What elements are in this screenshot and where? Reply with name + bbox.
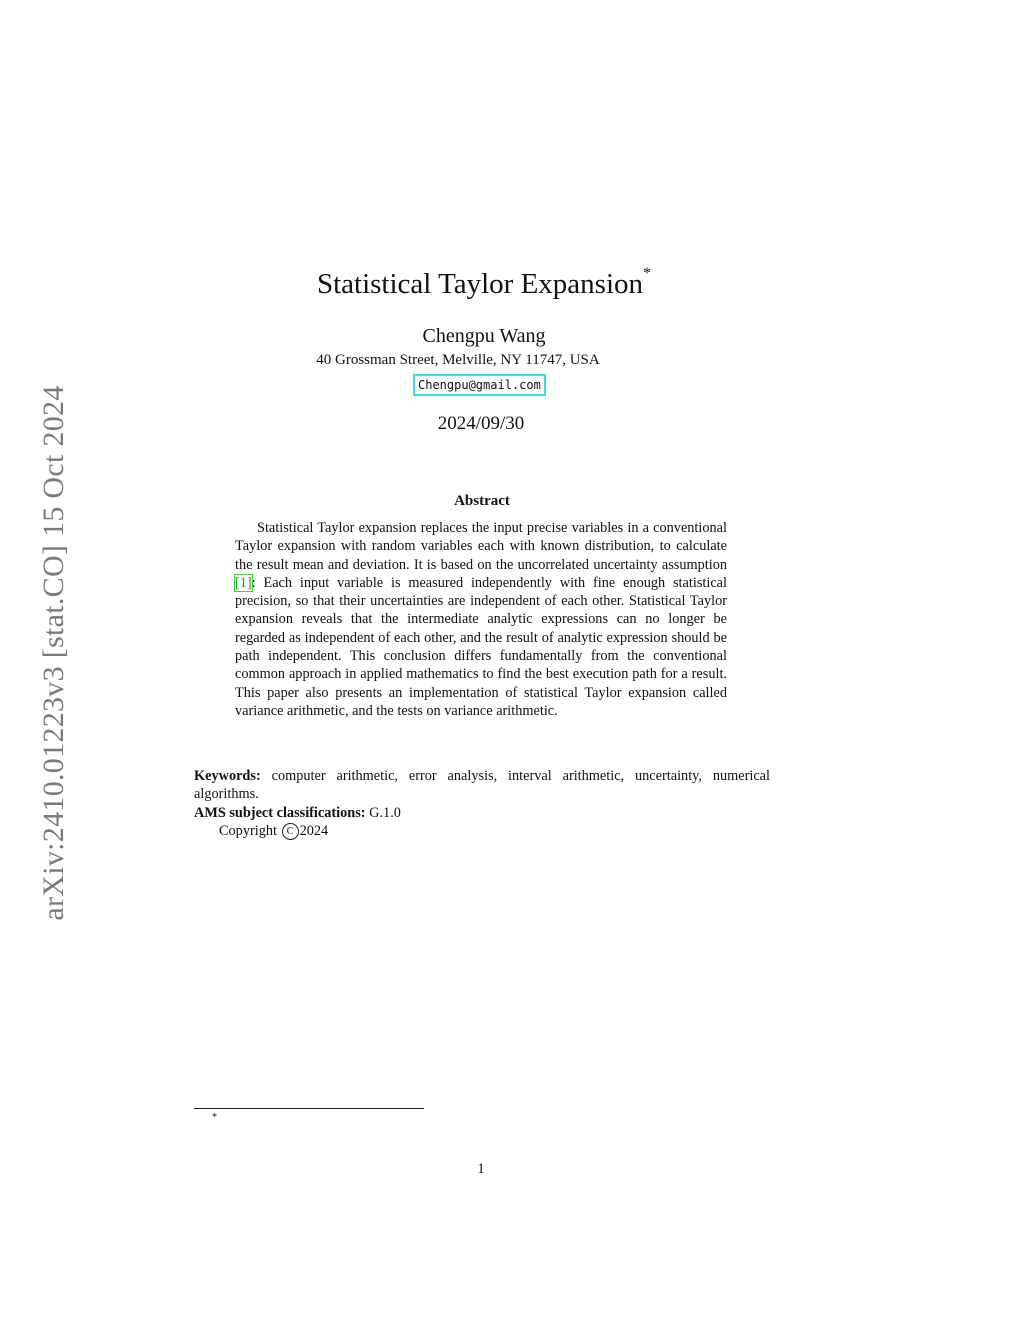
footnote-mark: * bbox=[212, 1112, 217, 1123]
copyright-icon: C bbox=[282, 823, 299, 840]
copyright-label: Copyright bbox=[219, 823, 277, 839]
page-number: 1 bbox=[477, 1161, 485, 1177]
keywords-label: Keywords: bbox=[194, 768, 261, 784]
abstract-text-part-2: : Each input variable is measured independently with fine enough statistical precision, so that their uncertainties are independent of each other. Statistical Taylor expansion reveals that the intermediate analytic expressions can no longer be regarded as independent of each other, and the result of analytic expression should be path independent. This conclusion differs fundamentally from the conventional common approach in applied mathematics to find the best execution path for a result. This paper also presents an implementation of statistical Taylor expansion called variance arithmetic, and the tests on variance arithmetic. bbox=[235, 574, 727, 719]
paper-title bbox=[0, 265, 968, 301]
abstract-heading: Abstract bbox=[454, 493, 510, 509]
copyright-line bbox=[219, 822, 328, 841]
ams-label: AMS subject classifications: bbox=[194, 805, 366, 821]
footnote-divider bbox=[194, 1108, 424, 1109]
author-email-link[interactable]: Chengpu@gmail.com bbox=[413, 374, 546, 396]
keywords-paragraph bbox=[194, 767, 770, 804]
abstract-body bbox=[235, 519, 727, 720]
title-text: Statistical Taylor Expansion bbox=[316, 268, 644, 300]
abstract-text-part-1: Statistical Taylor expansion replaces the input precise variables in a conventional Taylor expansion with random variables each with known distribution, to calculate the result mean and deviation. It is based on the uncorrelated uncertainty assumption bbox=[235, 520, 727, 573]
copyright-year: 2024 bbox=[299, 823, 329, 839]
author-address: 40 Grossman Street, Melville, NY 11747, USA bbox=[316, 352, 600, 368]
title-footnote-mark[interactable]: * bbox=[643, 265, 652, 283]
arxiv-identifier-stamp: arXiv:2410.01223v3 [stat.CO] 15 Oct 2024 bbox=[37, 385, 70, 921]
author-name: Chengpu Wang bbox=[422, 325, 546, 347]
keywords-text: computer arithmetic, error analysis, interval arithmetic, uncertainty, numerical algorithms. bbox=[194, 768, 771, 803]
ams-value: G.1.0 bbox=[369, 805, 401, 821]
ams-classification bbox=[194, 804, 401, 822]
citation-link[interactable]: [1] bbox=[235, 574, 252, 591]
paper-date: 2024/09/30 bbox=[437, 413, 525, 434]
